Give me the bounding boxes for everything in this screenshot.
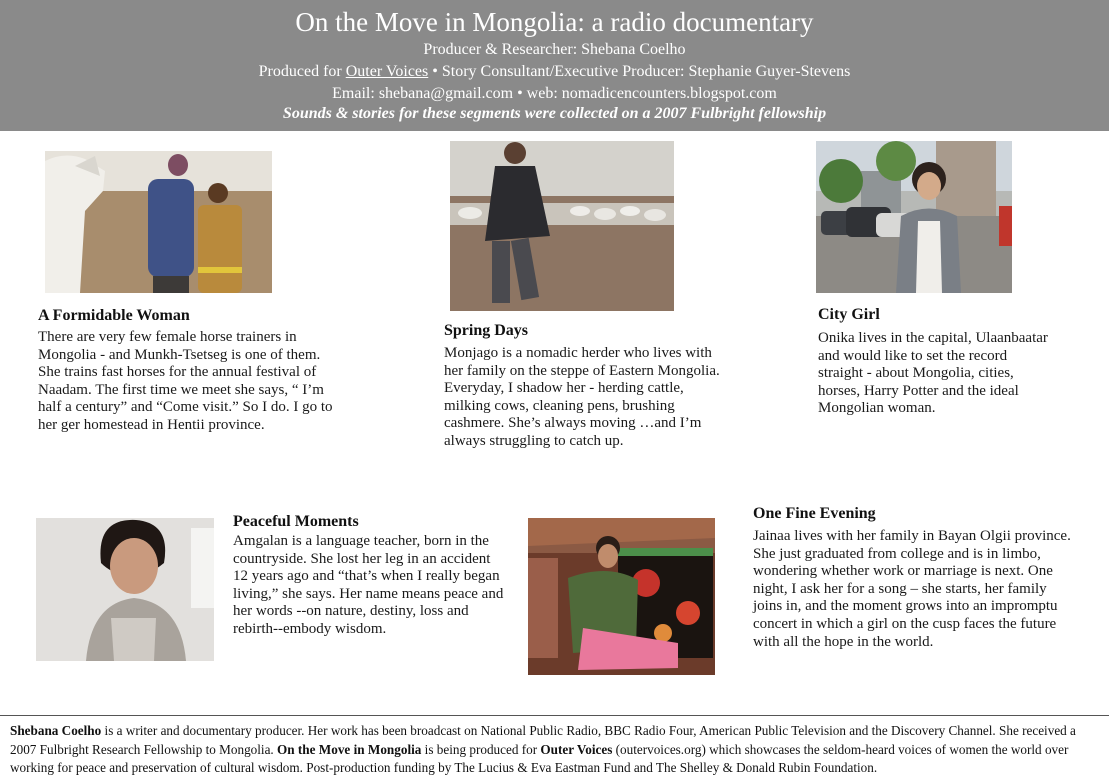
segment-description: There are very few female horse trainers in Mongolia - and Munkh-Tsetseg is one of them. She trains fast horses for the annual festival of Naadam. The first time we meet she says, “ I’m half a century” and “Come visit.” So I do. I go to her ger homestead in Hentii province. bbox=[38, 329, 333, 433]
segment-description: Jainaa lives with her family in Bayan Olgii province. She just graduated from college and is in limbo, wondering whether work or marriage is next. One night, I ask her for a song – she starts, her family joins in, and the moment grows into an impromptu concert in which a girl on the cusp faces the future with all the hope in the world. bbox=[753, 528, 1071, 650]
header-banner bbox=[0, 0, 1109, 131]
produced-text: is being produced for bbox=[421, 741, 541, 757]
footer-rest-text: (outervoices.org) which showcases the seldom-heard voices of women the world over working for peace and preservation of cultural wisdom. Post-production funding by The Lucius & Eva Eastman Fund and The Shelley & Donald Rubin Foundation. bbox=[10, 741, 1069, 775]
footer-divider bbox=[0, 715, 1109, 716]
outer-voices-link[interactable]: Outer Voices bbox=[345, 63, 429, 80]
photo-city-girl bbox=[816, 141, 1012, 293]
contact-line: Email: shebana@gmail.com • web: nomadicencounters.blogspot.com bbox=[332, 85, 777, 102]
photo-formidable-woman bbox=[45, 151, 272, 293]
author-name: Shebana Coelho bbox=[10, 723, 102, 738]
produced-for-line bbox=[0, 62, 1109, 82]
consultant-text: • Story Consultant/Executive Producer: Stephanie Guyer-Stevens bbox=[428, 63, 851, 80]
segment-description: Amgalan is a language teacher, born in the countryside. She lost her leg in an accident 12 years ago and “that’s when I really began living,” she says. Her name means peace and her words --on nature, destiny, loss and rebirth--embody wisdom. bbox=[233, 533, 504, 637]
project-name: On the Move in Mongolia bbox=[277, 741, 422, 757]
fellowship-note: Sounds & stories for these segments were collected on a 2007 Fulbright fellowship bbox=[282, 105, 827, 122]
bio-text: is a writer and documentary producer. Her work has been broadcast on National Public Radio, BBC Radio Four, American Public Television and the Discovery Channel. She received a 2007 Fulbright Research Fellowship to Mongolia. bbox=[10, 723, 1076, 757]
page-title: On the Move in Mongolia: a radio documentary bbox=[295, 7, 814, 37]
segment-title: City Girl bbox=[818, 306, 880, 323]
producer-line: Producer & Researcher: Shebana Coelho bbox=[423, 41, 686, 58]
segment-title: One Fine Evening bbox=[753, 505, 876, 522]
photo-one-fine-evening bbox=[528, 518, 715, 675]
produced-for-prefix: Produced for bbox=[258, 63, 346, 80]
photo-spring-days bbox=[450, 141, 674, 311]
photo-peaceful-moments bbox=[36, 518, 214, 661]
segment-description: Onika lives in the capital, Ulaanbaatar and would like to set the record straight - about Mongolia, cities, horses, Harry Potter and the ideal Mongolian woman. bbox=[818, 330, 1048, 417]
segment-title: Spring Days bbox=[444, 322, 529, 339]
org-name: Outer Voices bbox=[540, 741, 613, 757]
segment-title: A Formidable Woman bbox=[38, 307, 190, 324]
segment-description: Monjago is a nomadic herder who lives with her family on the steppe of Eastern Mongolia. Everyday, I shadow her - herding cattle, milking cows, cleaning pens, brushing cashmere. She’s always moving …and I’m always struggling to catch up. bbox=[444, 345, 720, 449]
segment-title: Peaceful Moments bbox=[233, 513, 359, 530]
footer-bio bbox=[10, 722, 1105, 778]
